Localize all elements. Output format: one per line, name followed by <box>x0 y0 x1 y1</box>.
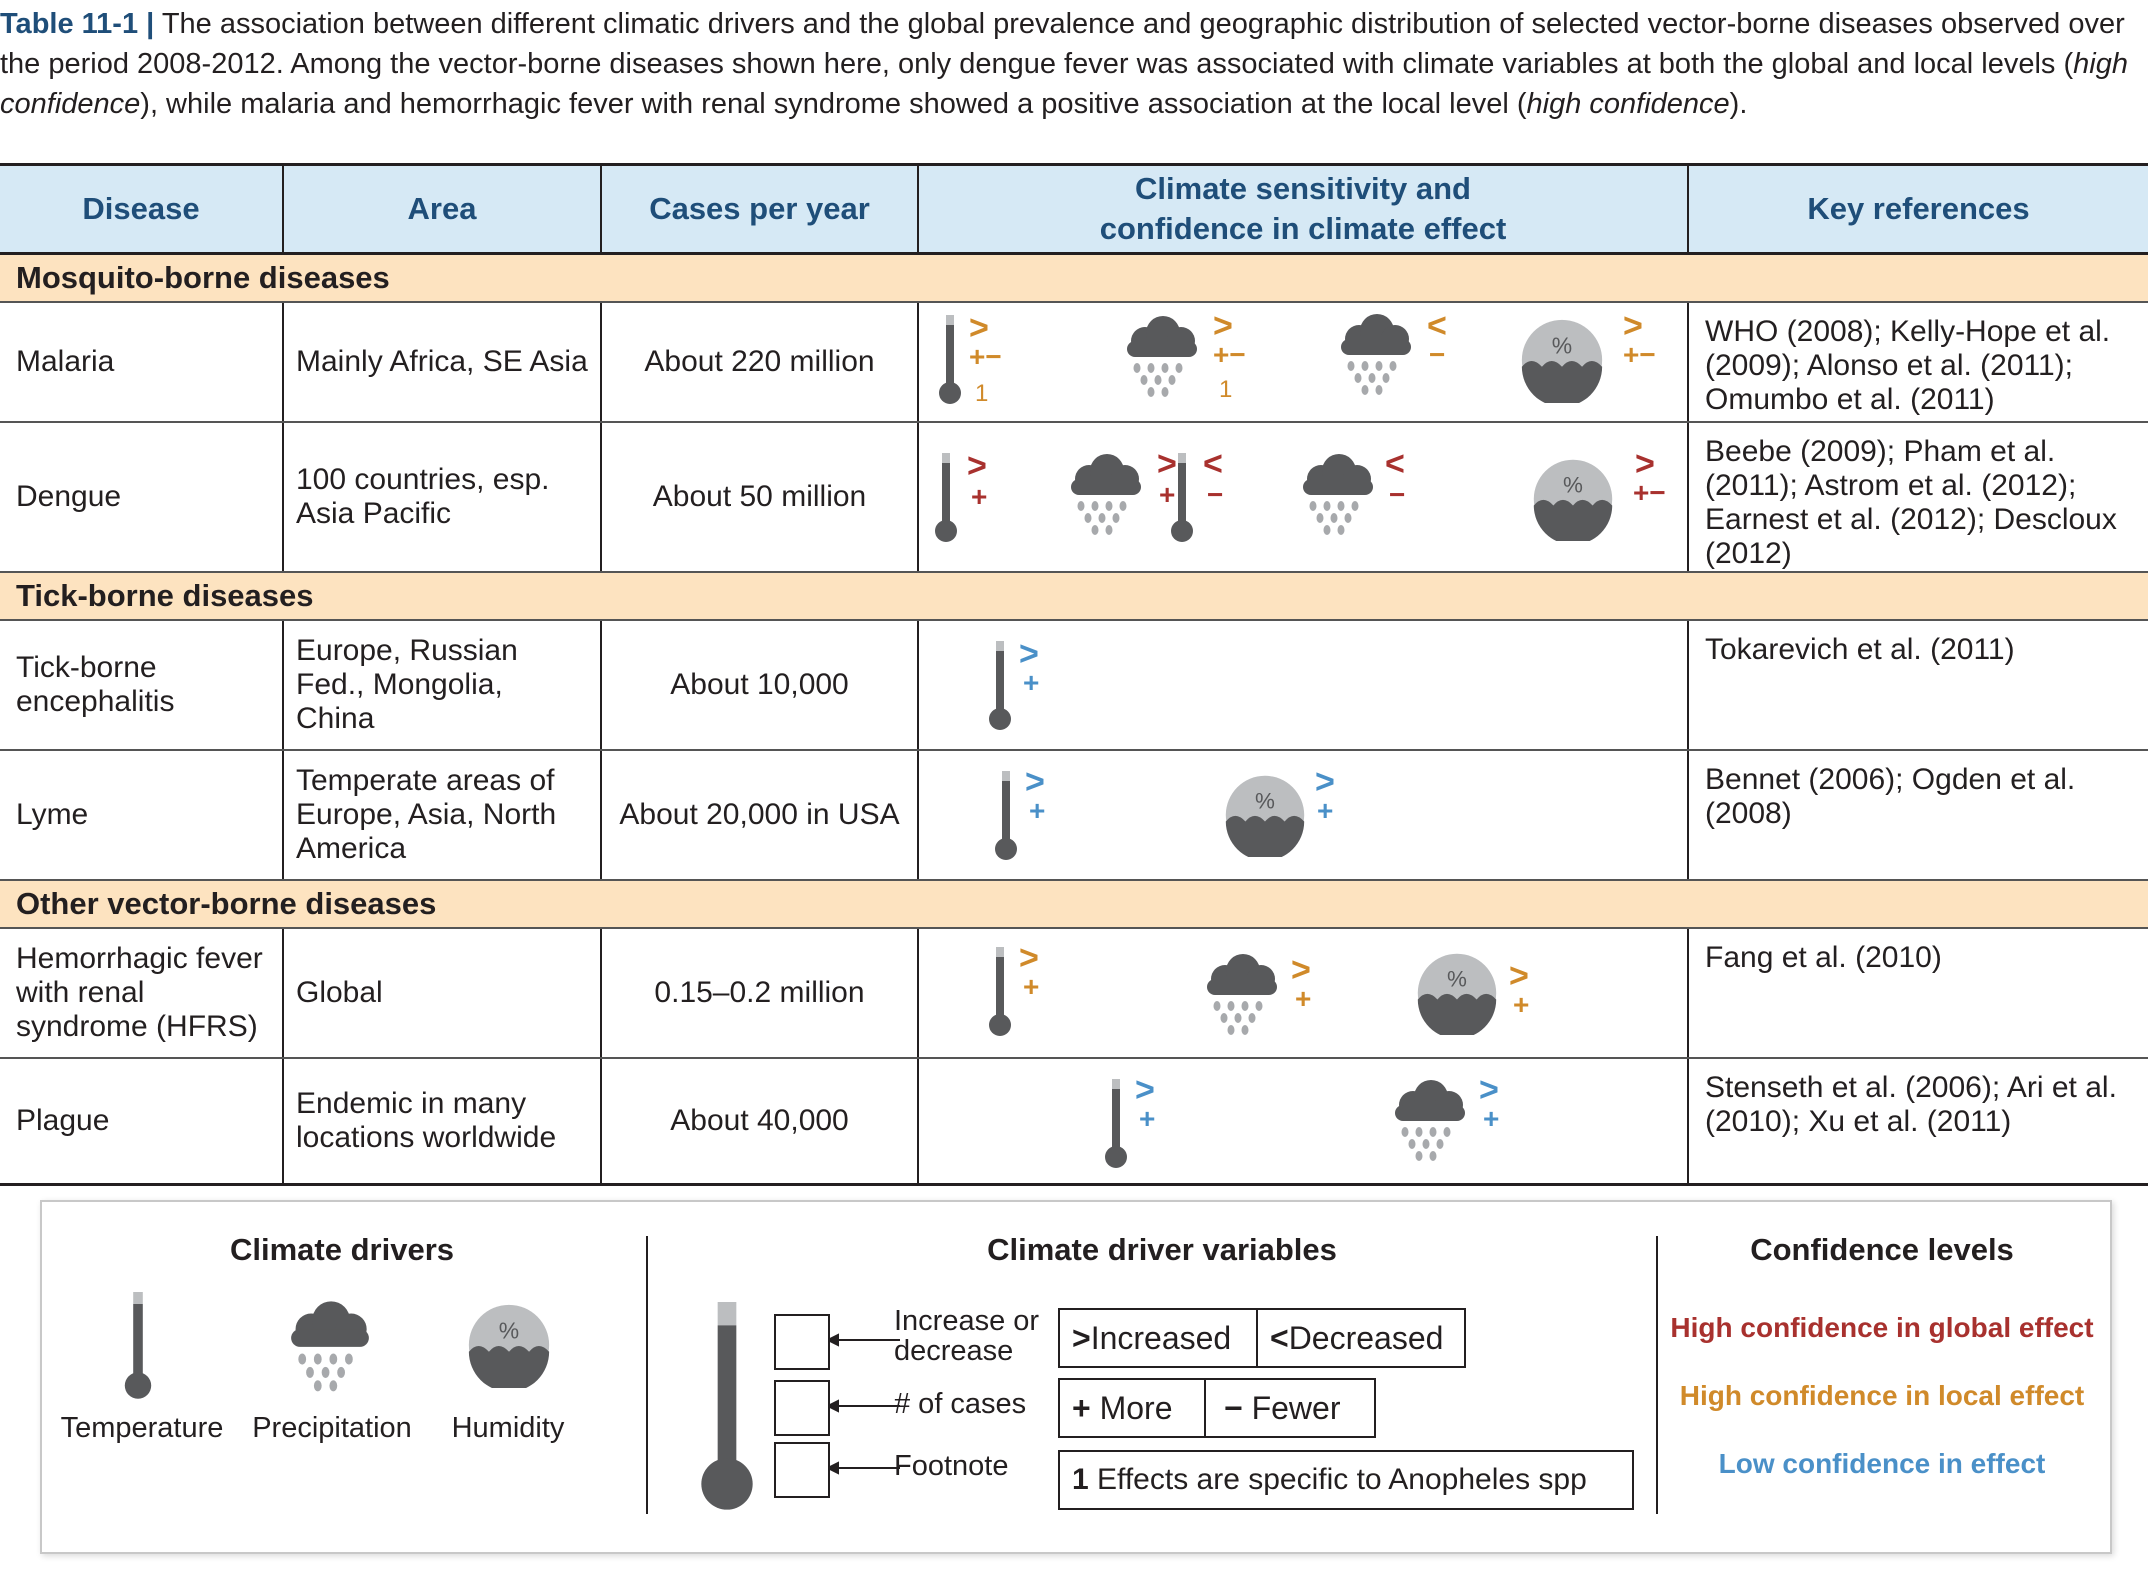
header-references: Key references <box>1688 165 2148 254</box>
more-fewer-symbol: +− <box>1633 477 1666 508</box>
section-mosquito: Mosquito-borne diseases <box>0 254 2148 303</box>
precipitation-icon <box>1293 451 1383 541</box>
fewer-symbol: − <box>1389 479 1406 510</box>
cases-cell: About 10,000 <box>601 620 918 750</box>
precipitation-icon <box>1117 313 1207 403</box>
section-row <box>0 880 2148 928</box>
humidity-icon <box>1415 951 1499 1035</box>
header-disease: Disease <box>0 165 283 254</box>
increased-key-label: Increased <box>1090 1320 1232 1356</box>
more-fewer-symbol: +− <box>1623 339 1656 370</box>
decreased-symbol: < <box>1203 445 1223 483</box>
increased-symbol: > <box>1213 307 1233 345</box>
more-fewer-symbol: +− <box>969 341 1002 372</box>
fewer-key-symbol: − <box>1224 1390 1243 1426</box>
humidity-icon <box>1223 773 1307 857</box>
disease-cell: Dengue <box>0 422 283 572</box>
header-sensitivity <box>918 165 1688 254</box>
increased-symbol: > <box>1025 763 1045 801</box>
header-sensitivity-line-1: Climate sensitivity and <box>1135 171 1471 206</box>
legend-cases-label: # of cases <box>894 1388 1027 1420</box>
table-row <box>0 1058 2148 1185</box>
table-row <box>0 620 2148 750</box>
area-cell: Europe, Russian Fed., Mongolia, China <box>283 620 601 750</box>
caption-text-2: ), while malaria and hemorrhagic fever with renal syndrome showed a positive association at the local level ( <box>140 88 1527 120</box>
decreased-key-label: Decreased <box>1288 1320 1444 1356</box>
section-row <box>0 254 2148 303</box>
disease-cell: Tick-borne encephalitis <box>0 620 283 750</box>
increased-symbol: > <box>1635 445 1655 483</box>
area-cell: 100 countries, esp. Asia Pacific <box>283 422 601 572</box>
increased-symbol: > <box>1019 939 1039 977</box>
sensitivity-cell <box>918 302 1688 422</box>
more-symbol: + <box>1023 667 1040 698</box>
footnote-box <box>774 1442 830 1498</box>
legend-humidity-label: Humidity <box>451 1412 565 1444</box>
legend-confidence-title: Confidence levels <box>1750 1232 2014 1267</box>
more-symbol: + <box>1159 479 1176 510</box>
references-cell: WHO (2008); Kelly-Hope et al. (2009); Alonso et al. (2011); Omumbo et al. (2011) <box>1688 302 2148 422</box>
fewer-symbol: − <box>1207 479 1224 510</box>
increased-symbol: > <box>1315 763 1335 801</box>
precipitation-icon <box>1061 451 1151 541</box>
more-symbol: + <box>971 481 988 512</box>
section-other: Other vector-borne diseases <box>0 880 2148 928</box>
decreased-key <box>1256 1308 1466 1368</box>
cases-cell: About 220 million <box>601 302 918 422</box>
disease-table <box>0 163 2148 1186</box>
area-cell: Mainly Africa, SE Asia <box>283 302 601 422</box>
legend-increase-decrease-label: Increase or decrease <box>894 1305 1040 1367</box>
humidity-icon <box>1519 317 1605 403</box>
precipitation-icon <box>280 1298 380 1398</box>
humidity-icon <box>1531 457 1615 541</box>
increase-decrease-box <box>774 1314 830 1370</box>
temperature-icon <box>120 1292 156 1400</box>
temperature-icon <box>1101 1079 1131 1169</box>
increased-symbol: > <box>1509 957 1529 995</box>
disease-cell: Plague <box>0 1058 283 1185</box>
more-symbol: + <box>1317 795 1334 826</box>
footnote-marker: 1 <box>1219 376 1233 403</box>
section-tick: Tick-borne diseases <box>0 572 2148 620</box>
caption-label: Table 11-1 | <box>0 8 155 40</box>
cases-box <box>774 1380 830 1436</box>
legend-drivers-title: Climate drivers <box>230 1232 454 1267</box>
more-key-symbol: + <box>1072 1390 1091 1426</box>
temperature-icon <box>991 771 1021 861</box>
legend-divider <box>646 1236 648 1514</box>
footnote-marker: 1 <box>975 380 989 407</box>
legend-panel <box>40 1200 2112 1554</box>
footnote-key-number: 1 <box>1072 1463 1089 1496</box>
more-symbol: + <box>1029 795 1046 826</box>
increased-symbol: > <box>1479 1071 1499 1109</box>
increased-symbol: > <box>1157 445 1177 483</box>
section-row <box>0 572 2148 620</box>
caption-em-2: high confidence <box>1526 88 1730 120</box>
disease-cell: Hemorrhagic fever with renal syndrome (HFRS) <box>0 928 283 1058</box>
legend-footnote-label: Footnote <box>894 1450 1009 1482</box>
thermometer-diagram-icon <box>692 1302 762 1512</box>
increased-key <box>1058 1308 1260 1368</box>
area-cell: Endemic in many locations worldwide <box>283 1058 601 1185</box>
precipitation-icon <box>1385 1077 1475 1167</box>
fewer-key-label: Fewer <box>1251 1390 1341 1426</box>
temperature-icon <box>931 453 961 543</box>
increased-symbol: > <box>1623 307 1643 345</box>
legend-temperature-label: Temperature <box>60 1412 224 1444</box>
increased-symbol: > <box>967 447 987 485</box>
precipitation-icon <box>1331 311 1421 401</box>
precipitation-icon <box>1197 951 1287 1041</box>
disease-cell: Malaria <box>0 302 283 422</box>
increased-symbol: > <box>969 309 989 347</box>
references-cell: Beebe (2009); Pham et al. (2011); Astrom et al. (2012); Earnest et al. (2012); Descloux (2012) <box>1688 422 2148 572</box>
sensitivity-cell <box>918 422 1688 572</box>
disease-cell: Lyme <box>0 750 283 880</box>
more-key-label: More <box>1099 1390 1173 1426</box>
sensitivity-cell <box>918 1058 1688 1185</box>
more-symbol: + <box>1295 983 1312 1014</box>
increased-symbol: > <box>1135 1071 1155 1109</box>
increased-symbol: > <box>1291 951 1311 989</box>
more-symbol: + <box>1023 971 1040 1002</box>
confidence-local-label: High confidence in local effect <box>1679 1380 2085 1411</box>
humidity-icon <box>466 1302 552 1388</box>
fewer-key <box>1204 1378 1376 1438</box>
area-cell: Global <box>283 928 601 1058</box>
caption-em-1: high confidence <box>0 48 2128 120</box>
legend-variables-title: Climate driver variables <box>987 1232 1337 1267</box>
more-symbol: + <box>1513 989 1530 1020</box>
caption-text-1: The association between different climatic drivers and the global prevalence and geographic distribution of selected vector-borne diseases observed over the period 2008-2012. Among the vector-borne diseases shown here, only dengue fever was associated with climate variables at both the global and local levels ( <box>0 8 2125 80</box>
more-symbol: + <box>1139 1103 1156 1134</box>
footnote-key-text: Effects are specific to Anopheles spp <box>1097 1463 1587 1496</box>
confidence-low-label: Low confidence in effect <box>1718 1448 2046 1479</box>
more-key <box>1058 1378 1208 1438</box>
temperature-icon <box>985 947 1015 1037</box>
area-cell: Temperate areas of Europe, Asia, North America <box>283 750 601 880</box>
decreased-symbol: < <box>1427 307 1447 345</box>
caption-text-3: ). <box>1729 88 1748 120</box>
table-row <box>0 928 2148 1058</box>
temperature-icon <box>1167 453 1197 543</box>
temperature-icon <box>985 641 1015 731</box>
table-row <box>0 750 2148 880</box>
more-fewer-symbol: +− <box>1213 339 1246 370</box>
header-row <box>0 165 2148 254</box>
references-cell: Tokarevich et al. (2011) <box>1688 620 2148 750</box>
decreased-key-symbol: < <box>1270 1320 1289 1356</box>
temperature-icon <box>935 315 965 405</box>
header-area: Area <box>283 165 601 254</box>
decreased-symbol: < <box>1385 445 1405 483</box>
legend-precipitation-label: Precipitation <box>252 1412 412 1444</box>
references-cell: Stenseth et al. (2006); Ari et al. (2010); Xu et al. (2011) <box>1688 1058 2148 1185</box>
table-row <box>0 302 2148 422</box>
sensitivity-cell <box>918 928 1688 1058</box>
references-cell: Fang et al. (2010) <box>1688 928 2148 1058</box>
references-cell: Bennet (2006); Ogden et al. (2008) <box>1688 750 2148 880</box>
confidence-global-label: High confidence in global effect <box>1670 1312 2094 1343</box>
more-symbol: + <box>1483 1103 1500 1134</box>
increased-key-symbol: > <box>1072 1320 1091 1356</box>
header-cases: Cases per year <box>601 165 918 254</box>
cases-cell: 0.15–0.2 million <box>601 928 918 1058</box>
sensitivity-cell <box>918 750 1688 880</box>
cases-cell: About 40,000 <box>601 1058 918 1185</box>
sensitivity-cell <box>918 620 1688 750</box>
fewer-symbol: − <box>1429 339 1446 370</box>
table-row <box>0 422 2148 572</box>
header-sensitivity-line-2: confidence in climate effect <box>1099 211 1507 246</box>
cases-cell: About 20,000 in USA <box>601 750 918 880</box>
increased-symbol: > <box>1019 635 1039 673</box>
table-caption <box>0 4 2148 124</box>
cases-cell: About 50 million <box>601 422 918 572</box>
footnote-key <box>1058 1450 1634 1510</box>
